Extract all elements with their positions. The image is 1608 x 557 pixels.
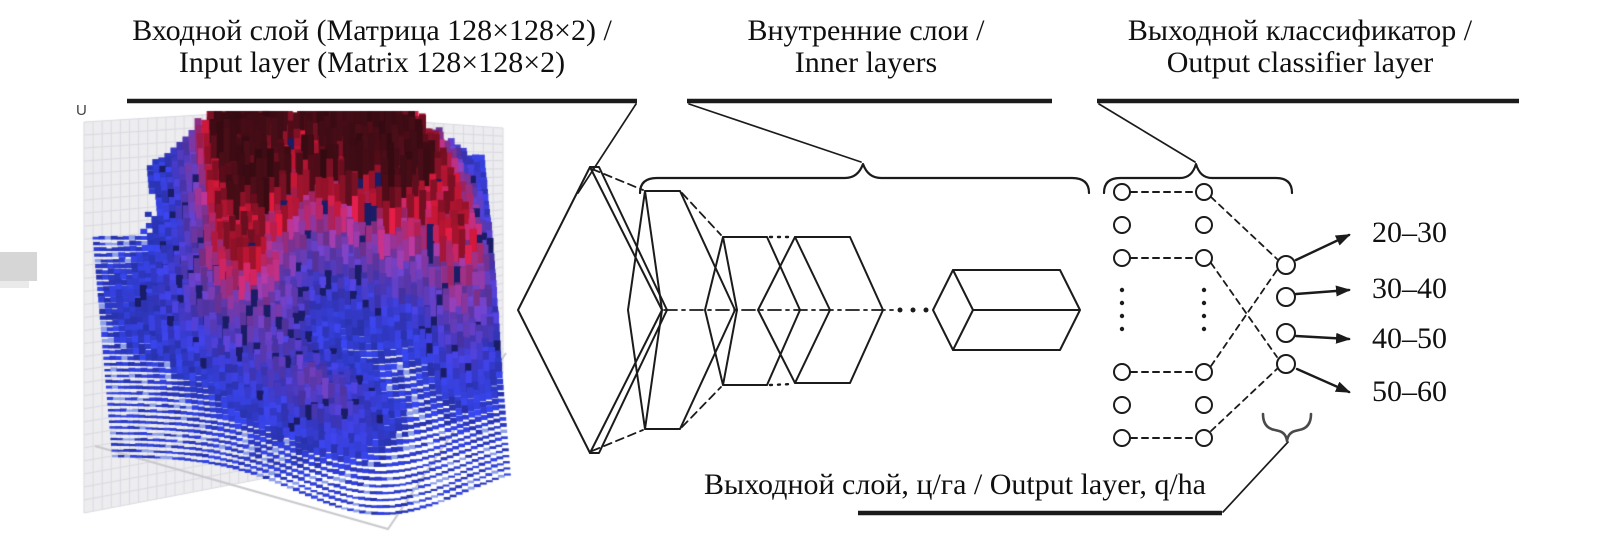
input-pointer-line: [578, 104, 636, 193]
omitted-layers-dots: [770, 237, 792, 385]
output-arrows: [1296, 235, 1349, 392]
classifier-label-ru: Выходной классификатор /: [1127, 14, 1473, 47]
projection-lines: [592, 169, 721, 451]
arrow-range-1: [1296, 235, 1349, 260]
centerline-ellipsis-dots: [898, 308, 929, 313]
fc-row-connectors: [1131, 192, 1195, 438]
classifier-label-en: Output classifier layer: [1166, 46, 1434, 79]
fc-right-column: [1196, 184, 1212, 446]
inner-pointer-line: [689, 104, 861, 162]
fc-output-connections: [1211, 197, 1278, 431]
inner-layers-label-ru: Внутренние слои /: [747, 14, 985, 47]
arrow-range-3: [1296, 336, 1349, 339]
conv-layer-1: [628, 191, 735, 429]
output-range-40-50: 40–50: [1372, 322, 1447, 355]
output-range-30-40: 30–40: [1372, 272, 1447, 305]
fc-ellipsis-dots: [1120, 288, 1206, 331]
inner-layers-label: [656, 15, 1076, 79]
input-layer-label: [112, 15, 632, 79]
input-plate: [518, 167, 667, 453]
inner-layers-brace: [640, 164, 1089, 193]
output-neurons: [1277, 256, 1295, 373]
plot-corner-mark: U: [76, 102, 87, 119]
inner-layers-label-en: Inner layers: [794, 46, 938, 79]
output-layer-label: Выходной слой, ц/га / Output layer, q/ha: [704, 468, 1206, 501]
scan-artifact: [0, 281, 29, 288]
arrow-range-2: [1296, 290, 1349, 294]
input-layer-label-en: Input layer (Matrix 128×128×2): [178, 46, 566, 79]
scan-artifact: [0, 252, 37, 281]
output-layer-brace: [1263, 414, 1311, 441]
conv-layer-2: [705, 237, 800, 385]
arrow-range-4: [1297, 369, 1349, 392]
output-range-20-30: 20–30: [1372, 216, 1447, 249]
fc-left-column: [1114, 184, 1130, 446]
input-layer-label-ru: Входной слой (Матрица 128×128×2) /: [132, 14, 612, 47]
conv-layer-3: [758, 237, 883, 383]
output-range-50-60: 50–60: [1372, 375, 1447, 408]
input-surface-plot: [70, 105, 515, 535]
feature-block: [933, 270, 1080, 350]
classifier-brace: [1104, 164, 1292, 193]
classifier-label: [1090, 15, 1510, 79]
classifier-pointer-line: [1099, 104, 1195, 162]
